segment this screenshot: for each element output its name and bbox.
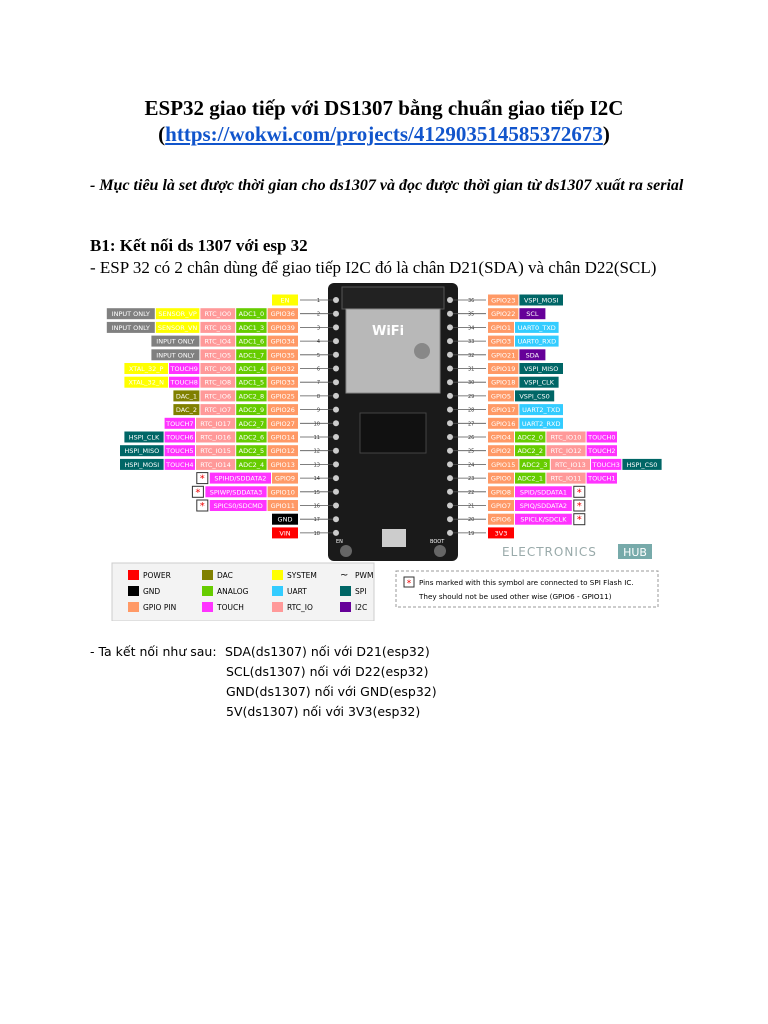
left-pin-hole bbox=[333, 420, 339, 426]
flash-pin-star: * bbox=[199, 473, 205, 485]
left-pin-hole bbox=[333, 311, 339, 317]
right-pin-hole bbox=[447, 338, 453, 344]
left-pin-label: ADC2_4 bbox=[238, 460, 265, 469]
connection-power: 5V(ds1307) nối với 3V3(esp32) bbox=[226, 704, 421, 719]
left-pin-label: HSPI_MISO bbox=[124, 447, 160, 456]
usb-port bbox=[382, 529, 406, 547]
right-pin-label: RTC_IO10 bbox=[550, 433, 582, 442]
left-pin-label: TOUCH6 bbox=[166, 433, 194, 442]
right-pin-label: GPIO3 bbox=[490, 337, 512, 346]
right-pin-label: GPIO5 bbox=[490, 392, 512, 401]
right-pin-label: GPIO21 bbox=[491, 351, 516, 360]
right-pin-label: GPIO22 bbox=[491, 310, 516, 319]
legend-label: ANALOG bbox=[217, 587, 249, 596]
left-pin-label: INPUT ONLY bbox=[156, 351, 195, 360]
left-pin-hole bbox=[333, 324, 339, 330]
right-pin-label: TOUCH0 bbox=[588, 433, 616, 442]
left-pin-label: RTC_IO3 bbox=[204, 323, 232, 332]
left-pin-label: XTAL_32_N bbox=[128, 378, 164, 387]
right-pin-number: 31 bbox=[468, 366, 475, 373]
left-pin-label: TOUCH5 bbox=[166, 447, 194, 456]
left-pin-label: ADC1_7 bbox=[238, 351, 265, 360]
left-pin-number: 3 bbox=[316, 325, 320, 332]
right-pin-label: GPIO17 bbox=[491, 406, 516, 415]
legend-label: SPI bbox=[355, 587, 367, 596]
right-pin-label: ADC2_3 bbox=[521, 460, 548, 469]
left-pin-label: TOUCH8 bbox=[170, 378, 198, 387]
left-pin-number: 18 bbox=[313, 530, 320, 537]
left-pin-hole bbox=[333, 434, 339, 440]
left-pin-number: 13 bbox=[313, 462, 320, 469]
right-pin-label: UART2_TXD bbox=[522, 406, 561, 415]
brand-name: ELECTRONICS bbox=[502, 545, 597, 559]
usb-uart-chip bbox=[360, 413, 426, 453]
right-pin-number: 30 bbox=[468, 380, 475, 387]
right-pin-label: GPIO4 bbox=[490, 433, 512, 442]
legend-swatch bbox=[128, 586, 139, 596]
wifi-logo: WiFi bbox=[372, 324, 405, 339]
right-pin-number: 21 bbox=[468, 503, 475, 510]
left-pin-label: RTC_IO4 bbox=[204, 337, 232, 346]
right-pin-label: HSPI_CS0 bbox=[626, 460, 658, 469]
right-pin-label: GPIO8 bbox=[490, 488, 512, 497]
left-pin-label: XTAL_32_P bbox=[128, 365, 164, 373]
left-pin-number: 16 bbox=[313, 503, 320, 510]
connect-intro: - Ta kết nối như sau: bbox=[90, 644, 217, 659]
legend-label: POWER bbox=[143, 571, 171, 580]
left-pin-label: GPIO11 bbox=[270, 502, 295, 510]
left-pin-label: ADC1_6 bbox=[238, 337, 265, 346]
legend-swatch bbox=[340, 602, 351, 612]
legend-label: PWM bbox=[355, 571, 374, 580]
right-pin-label: UART2_RXD bbox=[521, 419, 561, 428]
left-pin-hole bbox=[333, 448, 339, 454]
left-pin-number: 15 bbox=[313, 489, 320, 496]
right-pin-label: ADC2_1 bbox=[517, 474, 543, 483]
left-pin-hole bbox=[333, 530, 339, 536]
left-pin-label: ADC1_4 bbox=[238, 365, 265, 373]
left-pin-label: GPIO27 bbox=[270, 419, 295, 428]
flash-pin-star: * bbox=[195, 487, 201, 499]
right-pin-hole bbox=[447, 352, 453, 358]
right-pin-hole bbox=[447, 324, 453, 330]
left-pin-label: GPIO39 bbox=[270, 323, 295, 332]
right-pin-label: GPIO7 bbox=[490, 502, 512, 510]
right-pin-hole bbox=[447, 475, 453, 481]
left-pin-label: GPIO36 bbox=[270, 310, 295, 319]
right-pin-hole bbox=[447, 393, 453, 399]
left-pin-label: TOUCH4 bbox=[166, 460, 194, 469]
left-pin-label: DAC_1 bbox=[175, 392, 197, 401]
right-pin-number: 19 bbox=[468, 530, 475, 537]
left-pin-label: RTC_IO14 bbox=[200, 460, 231, 469]
right-pin-number: 33 bbox=[468, 339, 475, 346]
en-button-label: EN bbox=[336, 539, 343, 545]
right-pin-label: TOUCH3 bbox=[592, 460, 620, 469]
right-pin-number: 24 bbox=[468, 462, 475, 469]
right-pin-label: RTC_IO11 bbox=[550, 474, 582, 483]
left-pin-hole bbox=[333, 393, 339, 399]
connection-sda: SDA(ds1307) nối với D21(esp32) bbox=[225, 644, 430, 659]
page-title bbox=[0, 96, 768, 121]
right-pin-hole bbox=[447, 461, 453, 467]
legend-swatch bbox=[128, 570, 139, 580]
right-pin-label: SPIQ/SDDATA2 bbox=[519, 502, 568, 510]
left-pin-label: GPIO14 bbox=[270, 433, 295, 442]
right-pin-number: 27 bbox=[468, 421, 475, 428]
left-pin-label: DAC_2 bbox=[175, 406, 197, 415]
left-pin-label: GND bbox=[277, 515, 293, 524]
left-pin-label: ADC1_0 bbox=[238, 310, 265, 319]
left-pin-label: INPUT ONLY bbox=[111, 323, 150, 332]
right-pin-label: GPIO23 bbox=[491, 296, 516, 305]
right-pin-label: ADC2_0 bbox=[517, 433, 543, 442]
right-pin-hole bbox=[447, 420, 453, 426]
left-pin-label: RTC_IO17 bbox=[200, 419, 231, 428]
left-pin-label: ADC2_8 bbox=[238, 392, 265, 401]
connection-gnd: GND(ds1307) nối với GND(esp32) bbox=[226, 684, 437, 699]
left-pin-number: 10 bbox=[313, 421, 320, 428]
goal-text: - Mục tiêu là set được thời gian cho ds1307 và đọc được thời gian từ ds1307 xuất ra serial bbox=[90, 177, 684, 194]
left-pin-label: SENSOR_VP bbox=[158, 310, 197, 319]
legend-swatch bbox=[202, 570, 213, 580]
flash-note-line2: They should not be used other wise (GPIO6 - GPIO11) bbox=[419, 592, 612, 601]
legend-label: UART bbox=[287, 587, 307, 596]
right-pin-label: GPIO15 bbox=[491, 460, 516, 469]
espressif-logo bbox=[414, 343, 430, 359]
legend-swatch bbox=[272, 570, 283, 580]
right-pin-hole bbox=[447, 434, 453, 440]
right-pin-label: GPIO1 bbox=[490, 323, 512, 332]
left-pin-number: 2 bbox=[316, 311, 320, 318]
left-pin-hole bbox=[333, 352, 339, 358]
legend-swatch bbox=[272, 602, 283, 612]
legend-label: DAC bbox=[217, 571, 233, 580]
right-pin-label: SPICLK/SDCLK bbox=[520, 515, 567, 524]
right-pin-hole bbox=[447, 311, 453, 317]
left-pin-hole bbox=[333, 503, 339, 509]
right-pin-label: GPIO6 bbox=[490, 515, 512, 524]
right-pin-label: GPIO0 bbox=[490, 474, 512, 483]
left-pin-label: GPIO34 bbox=[270, 337, 295, 346]
left-pin-label: SPIHD/SDDATA2 bbox=[214, 474, 267, 483]
left-pin-hole bbox=[333, 489, 339, 495]
left-pin-label: GPIO33 bbox=[270, 378, 295, 387]
left-pin-hole bbox=[333, 461, 339, 467]
left-pin-label: GPIO25 bbox=[270, 392, 295, 401]
left-pin-label: GPIO35 bbox=[270, 351, 295, 360]
right-pin-number: 26 bbox=[468, 435, 475, 441]
legend-swatch bbox=[202, 602, 213, 612]
left-pin-label: HSPI_CLK bbox=[128, 433, 160, 442]
right-pin-number: 36 bbox=[468, 298, 475, 304]
left-pin-hole bbox=[333, 516, 339, 522]
title-link-line bbox=[0, 122, 768, 147]
right-pin-hole bbox=[447, 489, 453, 495]
left-pin-number: 12 bbox=[313, 448, 320, 455]
left-pin-number: 4 bbox=[316, 339, 320, 346]
left-pin-label: RTC_IO15 bbox=[200, 447, 231, 456]
esp32-pinout-diagram bbox=[90, 281, 678, 621]
left-pin-label: RTC_IO0 bbox=[204, 310, 232, 319]
left-pin-number: 11 bbox=[313, 435, 320, 441]
right-pin-hole bbox=[447, 297, 453, 303]
left-pin-hole bbox=[333, 366, 339, 372]
legend-label: SYSTEM bbox=[287, 571, 317, 580]
wokwi-project-link[interactable]: https://wokwi.com/projects/412903514585372673 bbox=[165, 122, 603, 146]
right-pin-hole bbox=[447, 516, 453, 522]
right-pin-number: 25 bbox=[468, 448, 475, 455]
left-pin-number: 5 bbox=[316, 352, 320, 359]
left-pin-label: RTC_IO6 bbox=[204, 392, 232, 401]
left-pin-label: VIN bbox=[279, 529, 291, 538]
left-pin-label: RTC_IO5 bbox=[204, 351, 232, 360]
right-pin-hole bbox=[447, 530, 453, 536]
left-pin-label: GPIO10 bbox=[270, 488, 295, 497]
step-1-text: - ESP 32 có 2 chân dùng để giao tiếp I2C đó là chân D21(SDA) và chân D22(SCL) bbox=[90, 258, 657, 277]
left-pin-label: ADC2_5 bbox=[238, 447, 265, 456]
flash-pin-star: * bbox=[199, 501, 205, 512]
right-pin-label: TOUCH2 bbox=[588, 447, 616, 456]
legend-swatch bbox=[202, 586, 213, 596]
flash-pin-star: * bbox=[576, 501, 582, 512]
legend-label: I2C bbox=[355, 603, 368, 612]
left-pin-label: ADC2_6 bbox=[238, 433, 265, 442]
left-pin-hole bbox=[333, 379, 339, 385]
left-pin-label: ADC1_5 bbox=[238, 378, 265, 387]
flash-note-star: * bbox=[406, 579, 412, 589]
left-pin-hole bbox=[333, 407, 339, 413]
right-pin-number: 28 bbox=[468, 407, 475, 414]
left-pin-number: 9 bbox=[316, 407, 320, 414]
right-pin-number: 20 bbox=[468, 517, 475, 524]
left-pin-label: TOUCH9 bbox=[170, 365, 198, 373]
right-pin-number: 35 bbox=[468, 311, 475, 318]
right-pin-label: VSPI_CLK bbox=[523, 378, 555, 387]
right-pin-number: 23 bbox=[468, 476, 475, 483]
boot-button bbox=[434, 545, 446, 557]
left-pin-number: 7 bbox=[316, 380, 320, 387]
right-pin-label: RTC_IO12 bbox=[550, 447, 582, 456]
right-pin-number: 29 bbox=[468, 393, 475, 400]
right-pin-number: 22 bbox=[468, 489, 475, 496]
left-pin-label: TOUCH7 bbox=[166, 419, 194, 428]
paren-open: ( bbox=[158, 122, 166, 146]
flash-pin-star: * bbox=[576, 514, 582, 526]
right-pin-label: GPIO18 bbox=[491, 378, 516, 387]
right-pin-hole bbox=[447, 379, 453, 385]
right-pin-label: UART0_RXD bbox=[517, 337, 557, 346]
flash-note-box bbox=[396, 571, 658, 607]
left-pin-label: RTC_IO9 bbox=[204, 365, 232, 373]
right-pin-number: 34 bbox=[468, 325, 475, 332]
right-pin-label: SPID/SDDATA1 bbox=[519, 488, 567, 497]
left-pin-number: 8 bbox=[316, 393, 320, 400]
left-pin-number: 17 bbox=[313, 517, 320, 524]
legend-pwm-symbol: ~ bbox=[340, 570, 349, 581]
legend-label: RTC_IO bbox=[287, 603, 313, 612]
en-button bbox=[340, 545, 352, 557]
left-pin-label: SENSOR_VN bbox=[157, 323, 198, 332]
right-pin-hole bbox=[447, 407, 453, 413]
left-pin-label: GPIO9 bbox=[274, 474, 296, 483]
right-pin-hole bbox=[447, 366, 453, 372]
step-1-heading: B1: Kết nối ds 1307 với esp 32 bbox=[90, 236, 308, 255]
right-pin-label: UART0_TXD bbox=[517, 323, 556, 332]
left-pin-label: RTC_IO7 bbox=[204, 406, 232, 415]
legend-swatch bbox=[128, 602, 139, 612]
left-pin-number: 1 bbox=[316, 298, 320, 304]
left-pin-label: ADC2_7 bbox=[238, 419, 265, 428]
legend-label: GND bbox=[143, 587, 161, 596]
boot-button-label: BOOT bbox=[430, 539, 445, 545]
right-pin-label: VSPI_CS0 bbox=[519, 392, 550, 401]
right-pin-label: GPIO16 bbox=[491, 419, 516, 428]
left-pin-label: SPICS0/SDCMD bbox=[213, 502, 263, 510]
right-pin-label: SCL bbox=[526, 310, 539, 319]
left-pin-label: ADC2_9 bbox=[238, 406, 265, 415]
title-line-1: ESP32 giao tiếp với DS1307 bằng chuẩn giao tiếp I2C bbox=[144, 96, 624, 120]
right-pin-number: 32 bbox=[468, 352, 475, 359]
legend-label: GPIO PIN bbox=[143, 603, 177, 612]
right-pin-label: TOUCH1 bbox=[588, 474, 616, 483]
left-pin-label: RTC_IO16 bbox=[200, 433, 231, 442]
left-pin-number: 6 bbox=[316, 366, 320, 373]
connection-scl: SCL(ds1307) nối với D22(esp32) bbox=[226, 664, 429, 679]
left-pin-label: GPIO12 bbox=[270, 447, 295, 456]
left-pin-label: EN bbox=[280, 296, 290, 305]
right-pin-label: VSPI_MISO bbox=[523, 365, 559, 373]
left-pin-hole bbox=[333, 475, 339, 481]
right-pin-label: ADC2_2 bbox=[517, 447, 543, 456]
left-pin-label: HSPI_MOSI bbox=[124, 460, 160, 469]
flash-note-line1: Pins marked with this symbol are connected to SPI Flash IC. bbox=[419, 578, 634, 587]
legend-label: TOUCH bbox=[217, 603, 244, 612]
brand-suffix: HUB bbox=[623, 546, 647, 559]
legend-swatch bbox=[272, 586, 283, 596]
left-pin-label: ADC1_3 bbox=[238, 323, 265, 332]
left-pin-label: GPIO13 bbox=[270, 460, 295, 469]
flash-pin-star: * bbox=[576, 487, 582, 499]
right-pin-label: GPIO2 bbox=[490, 447, 512, 456]
left-pin-label: INPUT ONLY bbox=[156, 337, 195, 346]
right-pin-label: VSPI_MOSI bbox=[523, 296, 559, 305]
right-pin-label: SDA bbox=[525, 351, 540, 360]
paren-close: ) bbox=[602, 122, 610, 146]
left-pin-label: GPIO26 bbox=[270, 406, 295, 415]
left-pin-hole bbox=[333, 297, 339, 303]
right-pin-label: RTC_IO13 bbox=[555, 460, 586, 469]
left-pin-label: GPIO32 bbox=[270, 365, 295, 373]
left-pin-label: SPIWP/SDDATA3 bbox=[209, 488, 263, 497]
right-pin-hole bbox=[447, 448, 453, 454]
legend-swatch bbox=[340, 586, 351, 596]
antenna-area bbox=[342, 287, 444, 309]
left-pin-number: 14 bbox=[313, 476, 320, 483]
left-pin-hole bbox=[333, 338, 339, 344]
right-pin-hole bbox=[447, 503, 453, 509]
left-pin-label: INPUT ONLY bbox=[111, 310, 150, 319]
right-pin-label: 3V3 bbox=[494, 529, 508, 538]
left-pin-label: RTC_IO8 bbox=[204, 378, 232, 387]
right-pin-label: GPIO19 bbox=[491, 365, 516, 373]
